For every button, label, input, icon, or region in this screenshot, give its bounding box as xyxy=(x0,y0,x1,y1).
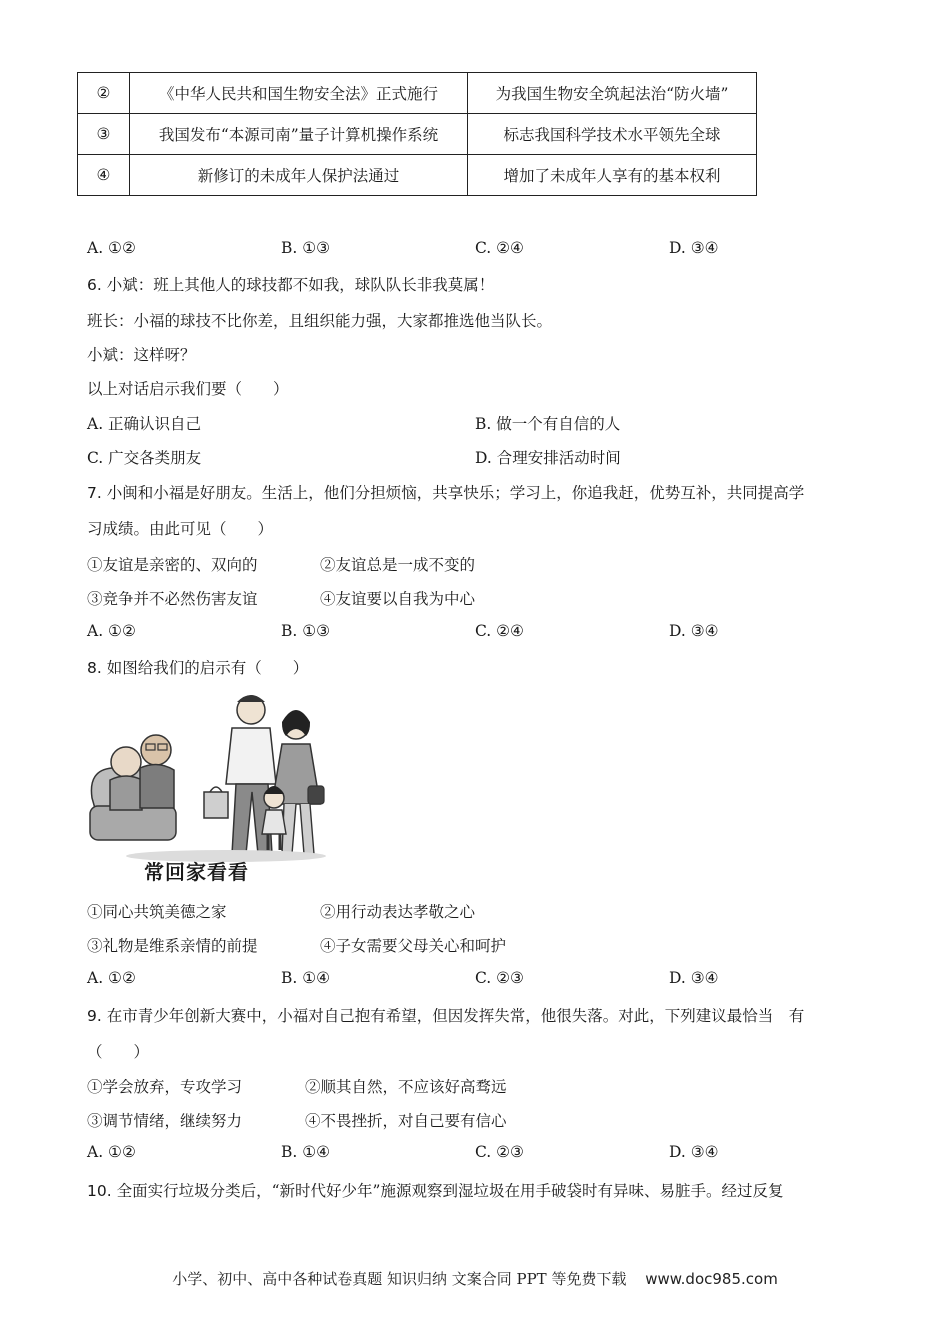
table-cell-event: 我国发布“本源司南”量子计算机操作系统 xyxy=(130,114,468,155)
table-row xyxy=(78,114,757,155)
q8-option-a: A. ①② xyxy=(87,969,136,987)
q9-item-1: ①学会放弃，专攻学习 xyxy=(87,1078,243,1096)
table-row xyxy=(78,73,757,114)
table-cell-num: ④ xyxy=(78,155,130,196)
q8-item-1: ①同心共筑美德之家 xyxy=(87,903,227,921)
table-row xyxy=(78,155,757,196)
family-visit-illustration xyxy=(86,688,330,884)
q8-item-2: ②用行动表达孝敬之心 xyxy=(320,903,476,921)
q9-stem xyxy=(87,1004,804,1026)
table-cell-num: ③ xyxy=(78,114,130,155)
table-cell-meaning: 为我国生物安全筑起法治“防火墙” xyxy=(468,73,757,114)
q9-line1: 在市青少年创新大赛中，小福对自己抱有希望，但因发挥失常，他很失落。对此，下列建议最恰当 有 xyxy=(106,1007,805,1025)
q8-option-d: D. ③④ xyxy=(669,969,719,987)
q7-stem xyxy=(87,481,804,503)
family-visit-drawing xyxy=(86,688,330,884)
q8-option-b: B. ①④ xyxy=(281,969,331,987)
q5-option-a: A. ①② xyxy=(87,239,136,257)
q10-line1: 全面实行垃圾分类后，“新时代好少年”施源观察到湿垃圾在用手破袋时有异味、易脏手。经过反复 xyxy=(116,1182,784,1200)
q5-option-b: B. ①③ xyxy=(281,239,331,257)
q6-option-c: C. 广交各类朋友 xyxy=(87,449,202,467)
table-cell-event: 新修订的未成年人保护法通过 xyxy=(130,155,468,196)
q7-item-2: ②友谊总是一成不变的 xyxy=(320,556,476,574)
q9-item-2: ②顺其自然，不应该好高骛远 xyxy=(305,1078,507,1096)
q9-line2: （ ） xyxy=(87,1043,150,1061)
q9-option-b: B. ①④ xyxy=(281,1143,331,1161)
q6-option-a: A. 正确认识自己 xyxy=(87,415,202,433)
q7-option-b: B. ①③ xyxy=(281,622,331,640)
q9-item-4: ④不畏挫折，对自己要有信心 xyxy=(305,1112,507,1130)
q7-item-1: ①友谊是亲密的、双向的 xyxy=(87,556,258,574)
q7-option-a: A. ①② xyxy=(87,622,136,640)
q9-option-d: D. ③④ xyxy=(669,1143,719,1161)
page-footer xyxy=(0,1268,950,1289)
q7-item-3: ③竞争并不必然伤害友谊 xyxy=(87,590,258,608)
q6-number: 6. xyxy=(87,276,102,294)
q8-line1: 如图给我们的启示有（ ） xyxy=(106,659,309,677)
table-cell-event: 《中华人民共和国生物安全法》正式施行 xyxy=(130,73,468,114)
q6-line1: 小斌：班上其他人的球技都不如我，球队队长非我莫属！ xyxy=(106,276,495,294)
q8-stem xyxy=(87,656,308,678)
table-cell-meaning: 增加了未成年人享有的基本权利 xyxy=(468,155,757,196)
q6-option-b: B. 做一个有自信的人 xyxy=(475,415,621,433)
table-cell-meaning: 标志我国科学技术水平领先全球 xyxy=(468,114,757,155)
q9-item-3: ③调节情绪，继续努力 xyxy=(87,1112,243,1130)
q10-stem xyxy=(87,1179,783,1201)
q6-option-d: D. 合理安排活动时间 xyxy=(475,449,621,467)
footer-text: 小学、初中、高中各种试卷真题 知识归纳 文案合同 PPT 等免费下载 xyxy=(172,1270,627,1288)
q9-number: 9. xyxy=(87,1007,102,1025)
table-cell-num: ② xyxy=(78,73,130,114)
q8-item-3: ③礼物是维系亲情的前提 xyxy=(87,937,258,955)
q7-option-c: C. ②④ xyxy=(475,622,524,640)
q8-number: 8. xyxy=(87,659,102,677)
q6-line4: 以上对话启示我们要（ ） xyxy=(87,380,289,398)
q9-option-c: C. ②③ xyxy=(475,1143,524,1161)
illustration-caption: 常回家看看 xyxy=(144,860,249,884)
q8-item-4: ④子女需要父母关心和呵护 xyxy=(320,937,507,955)
q6-stem xyxy=(87,273,494,295)
q6-line2: 班长：小福的球技不比你差，且组织能力强，大家都推选他当队长。 xyxy=(87,312,553,330)
q7-line1: 小闽和小福是好朋友。生活上，他们分担烦恼，共享快乐；学习上，你追我赶，优势互补，共同提高学 xyxy=(106,484,805,502)
q7-number: 7. xyxy=(87,484,102,502)
footer-url[interactable]: www.doc985.com xyxy=(645,1270,778,1288)
q7-item-4: ④友谊要以自我为中心 xyxy=(320,590,476,608)
q5-option-d: D. ③④ xyxy=(669,239,719,257)
q7-line2: 习成绩。由此可见（ ） xyxy=(87,520,274,538)
q7-option-d: D. ③④ xyxy=(669,622,719,640)
q6-line3: 小斌：这样呀？ xyxy=(87,346,196,364)
q9-option-a: A. ①② xyxy=(87,1143,136,1161)
q8-option-c: C. ②③ xyxy=(475,969,524,987)
q5-option-c: C. ②④ xyxy=(475,239,524,257)
q10-number: 10. xyxy=(87,1182,112,1200)
events-table xyxy=(77,72,757,196)
